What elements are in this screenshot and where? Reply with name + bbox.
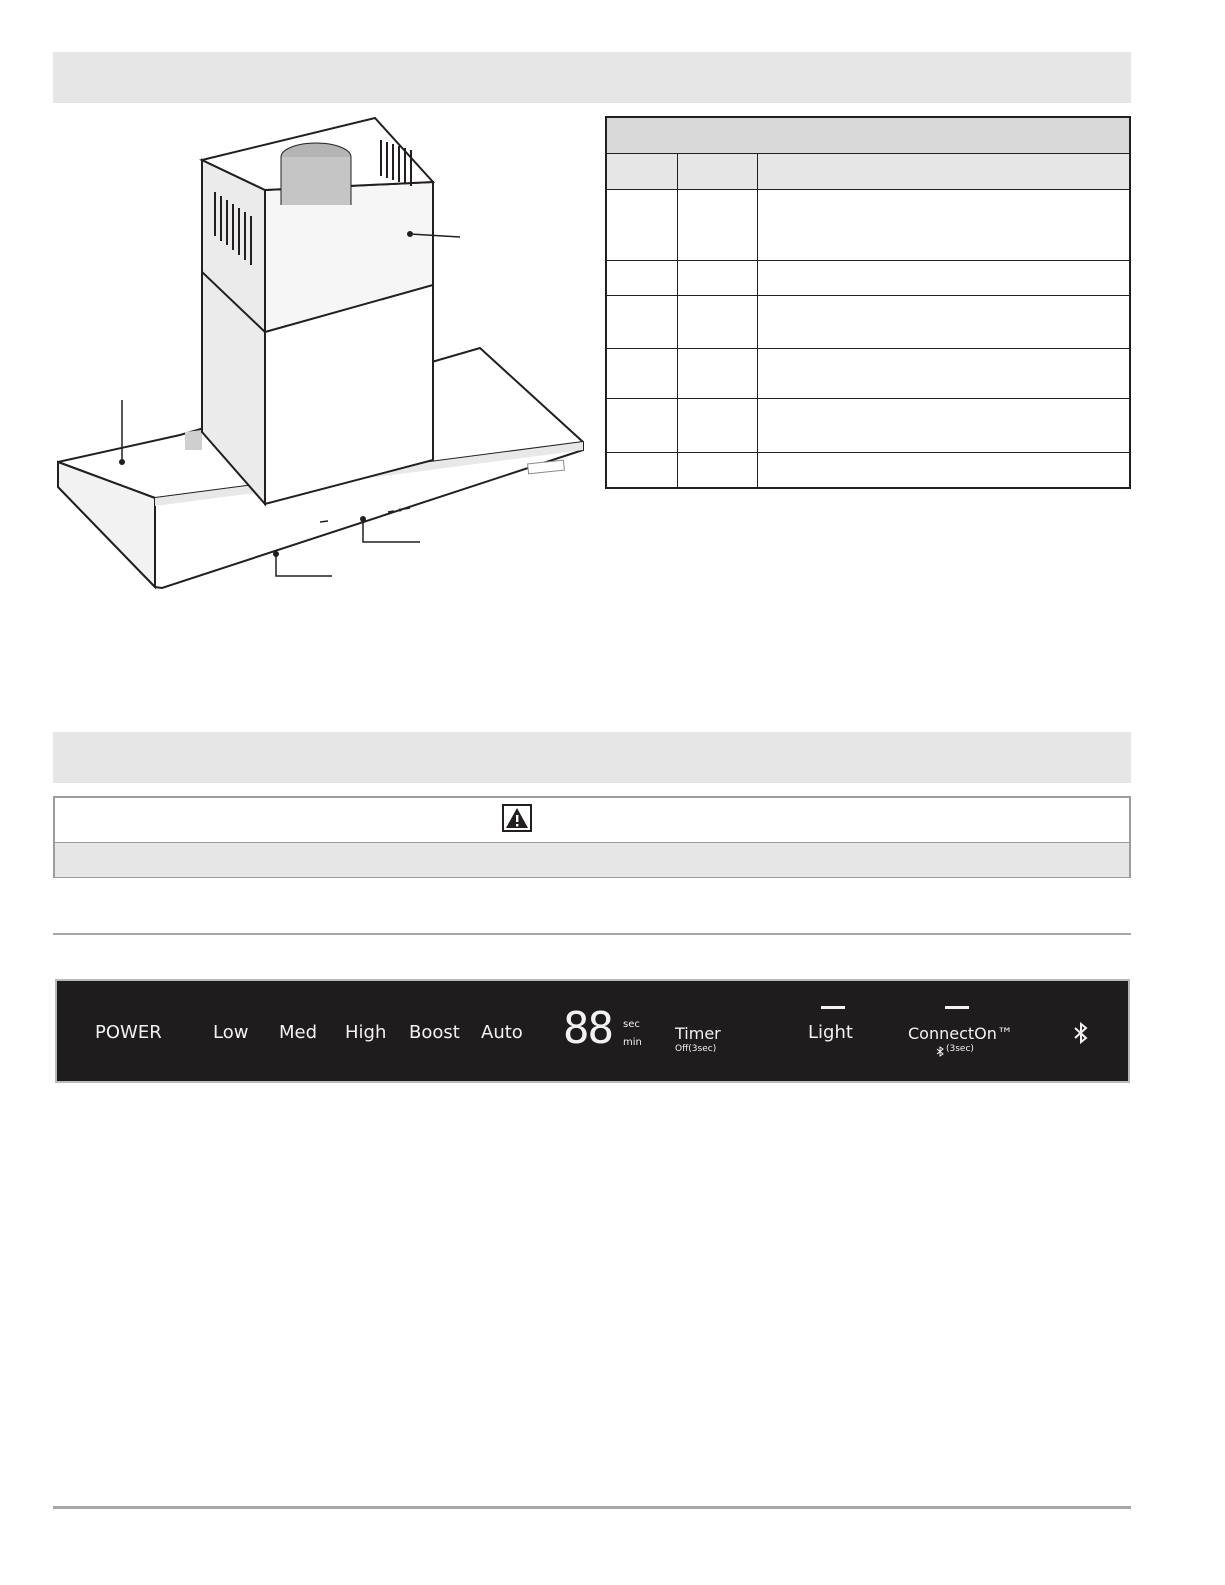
bluetooth-icon[interactable] [1073, 1021, 1089, 1049]
sec-label: sec [623, 1019, 640, 1030]
high-button[interactable]: High [345, 1022, 387, 1043]
table-row [607, 190, 1129, 261]
section-header-band [53, 52, 1131, 103]
warning-header [55, 798, 1129, 843]
table-row [607, 399, 1129, 453]
control-panel [55, 979, 1130, 1083]
connecton-button[interactable]: ConnectOn™ [908, 1024, 1013, 1043]
bluetooth-small-icon [936, 1042, 944, 1061]
light-button[interactable]: Light [808, 1022, 853, 1043]
table-title-bar [607, 118, 1129, 154]
range-hood-illustration [50, 110, 590, 600]
low-button[interactable]: Low [213, 1022, 249, 1043]
divider [53, 933, 1131, 935]
timer-button[interactable]: Timer [675, 1024, 721, 1043]
connecton-indicator [945, 1006, 969, 1009]
specifications-table [605, 116, 1131, 489]
boost-button[interactable]: Boost [409, 1022, 460, 1043]
table-row [607, 349, 1129, 399]
section-header-band [53, 732, 1131, 783]
table-row [607, 453, 1129, 487]
connecton-sub-label: (3sec) [946, 1044, 974, 1054]
table-row [607, 261, 1129, 296]
table-header-row [607, 154, 1129, 190]
footer-divider [53, 1506, 1131, 1509]
light-indicator [821, 1006, 845, 1009]
warning-icon [502, 804, 532, 832]
table-row [607, 296, 1129, 349]
timer-sub-label: Off(3sec) [675, 1044, 717, 1054]
med-button[interactable]: Med [279, 1022, 318, 1043]
min-label: min [623, 1037, 642, 1048]
auto-button[interactable]: Auto [481, 1022, 523, 1043]
warning-box [53, 796, 1131, 878]
warning-body-band [55, 843, 1129, 877]
power-button[interactable]: POWER [95, 1022, 162, 1043]
timer-display-digits: 88 [563, 1003, 612, 1054]
